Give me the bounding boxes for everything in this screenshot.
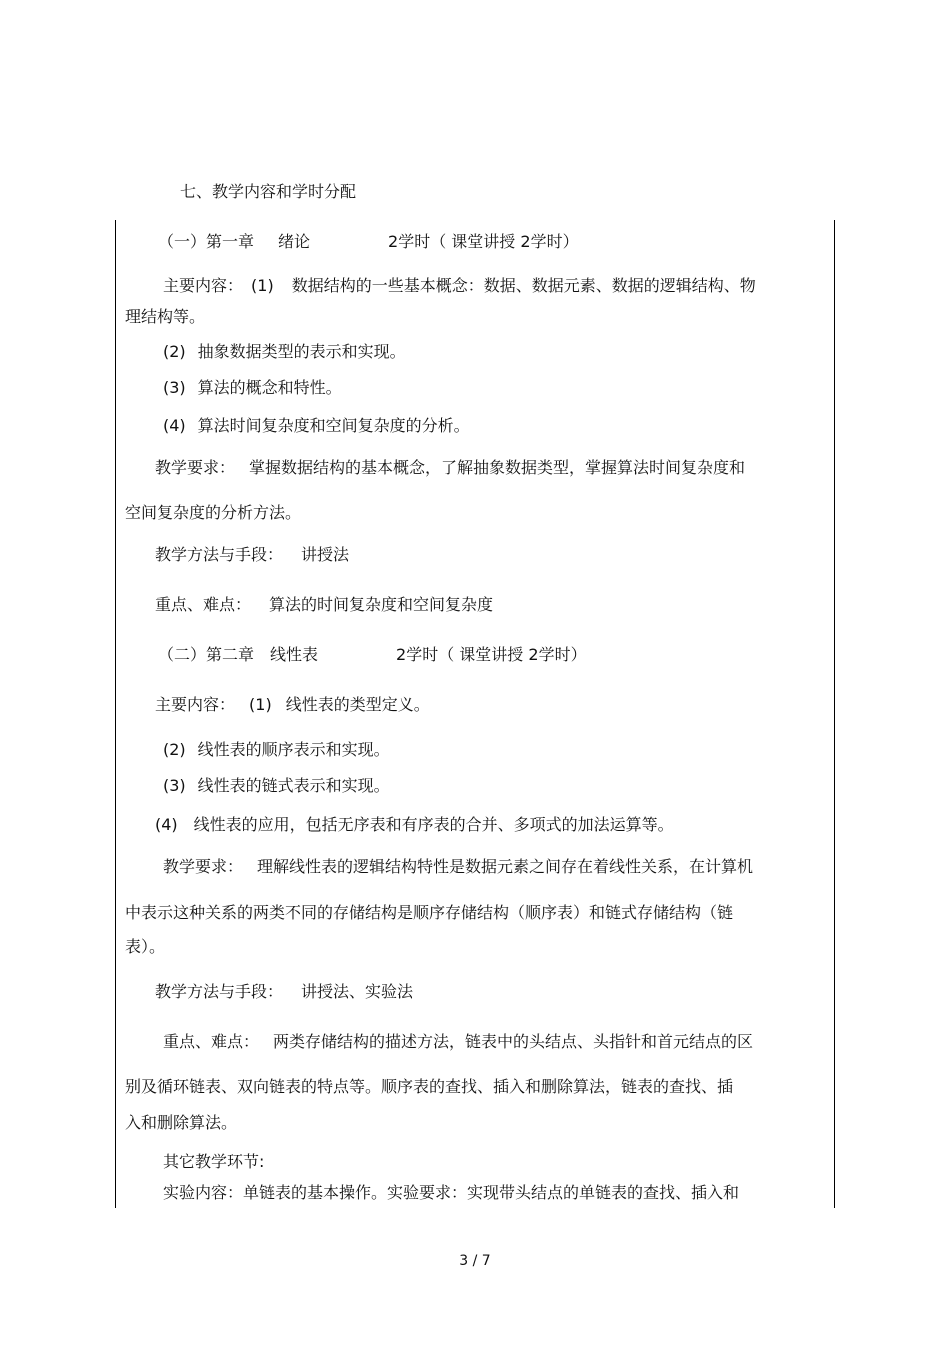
ch2-method [155, 982, 413, 1002]
ch2-item-2-text: 线性表的顺序表示和实现。 [197, 740, 390, 759]
ch2-key-points [163, 1032, 753, 1052]
chapter-1-name: 绪论 [278, 232, 311, 251]
ch1-item-3-text: 算法的概念和特性。 [197, 378, 342, 397]
ch1-item-1-text: 数据结构的一些基本概念：数据、数据元素、数据的逻辑结构、物 [291, 276, 756, 295]
ch2-content-item-3 [163, 776, 390, 796]
ch2-requirement [163, 857, 753, 877]
chapter-2-hours: 2学时（ 课堂讲授 2学时） [396, 645, 587, 664]
ch2-item-4-text: 线性表的应用，包括无序表和有序表的合并、多项式的加法运算等。 [193, 815, 674, 834]
chapter-1-heading [158, 232, 579, 252]
chapter-2-label: （二）第二章 [158, 645, 255, 664]
ch2-content-item-2 [163, 740, 390, 760]
ch2-key-points-lead: 重点、难点： [163, 1032, 260, 1051]
ch2-item-3-text: 线性表的链式表示和实现。 [197, 776, 390, 795]
ch1-item-4-text: 算法时间复杂度和空间复杂度的分析。 [197, 416, 470, 435]
ch2-key-points-cont-1: 别及循环链表、双向链表的特点等。顺序表的查找、插入和删除算法，链表的查找、插 [125, 1077, 734, 1096]
ch1-content-item-1-cont: 理结构等。 [125, 307, 206, 326]
page-number: 3 / 7 [459, 1253, 491, 1269]
ch2-requirement-lead: 教学要求： [163, 857, 244, 876]
chapter-2-name: 线性表 [270, 645, 319, 664]
ch2-method-lead: 教学方法与手段： [155, 982, 284, 1001]
ch2-key-points-text: 两类存储结构的描述方法，链表中的头结点、头指针和首元结点的区 [273, 1032, 754, 1051]
ch2-item-3-number: (3) [163, 776, 186, 795]
ch1-item-1-number: (1) [251, 276, 274, 295]
section-title: 七、教学内容和学时分配 [180, 182, 357, 201]
ch1-requirement-text: 掌握数据结构的基本概念，了解抽象数据类型，掌握算法时间复杂度和 [249, 458, 746, 477]
chapter-1-hours: 2学时（ 课堂讲授 2学时） [388, 232, 579, 251]
ch1-content-item-1 [163, 276, 756, 296]
ch1-content-item-4 [163, 416, 470, 436]
ch2-item-4-number: (4) [155, 815, 178, 834]
ch2-key-points-cont-2: 入和删除算法。 [125, 1113, 238, 1132]
ch1-item-2-text: 抽象数据类型的表示和实现。 [197, 342, 406, 361]
ch1-item-4-number: (4) [163, 416, 186, 435]
table-right-border [834, 220, 835, 1208]
ch1-item-2-number: (2) [163, 342, 186, 361]
chapter-2-heading [158, 645, 587, 665]
other-title: 其它教学环节: [163, 1152, 265, 1171]
ch1-method-lead: 教学方法与手段： [155, 545, 284, 564]
ch1-content-item-3 [163, 378, 342, 398]
ch2-content-item-4 [155, 815, 674, 835]
ch2-content-item-1 [155, 695, 430, 715]
ch2-item-2-number: (2) [163, 740, 186, 759]
ch2-requirement-cont-2: 表）。 [125, 937, 166, 956]
chapter-1-label: （一）第一章 [158, 232, 255, 251]
ch1-content-lead: 主要内容： [163, 276, 244, 295]
ch2-content-lead: 主要内容： [155, 695, 236, 714]
table-left-border [115, 220, 116, 1208]
ch1-requirement-lead: 教学要求： [155, 458, 236, 477]
ch1-key-points-lead: 重点、难点： [155, 595, 252, 614]
ch1-content-item-2 [163, 342, 406, 362]
ch1-requirement-cont: 空间复杂度的分析方法。 [125, 503, 302, 522]
ch2-item-1-number: (1) [249, 695, 272, 714]
ch2-item-1-text: 线性表的类型定义。 [285, 695, 430, 714]
ch2-requirement-cont-1: 中表示这种关系的两类不同的存储结构是顺序存储结构（顺序表）和链式存储结构（链 [125, 903, 734, 922]
ch2-requirement-text: 理解线性表的逻辑结构特性是数据元素之间存在着线性关系，在计算机 [257, 857, 754, 876]
other-text: 实验内容：单链表的基本操作。实验要求：实现带头结点的单链表的查找、插入和 [163, 1183, 740, 1202]
ch2-method-text: 讲授法、实验法 [301, 982, 414, 1001]
ch1-method-text: 讲授法 [301, 545, 350, 564]
ch1-requirement [155, 458, 745, 478]
ch1-item-3-number: (3) [163, 378, 186, 397]
ch1-key-points [155, 595, 493, 615]
ch1-key-points-text: 算法的时间复杂度和空间复杂度 [269, 595, 494, 614]
ch1-method [155, 545, 349, 565]
